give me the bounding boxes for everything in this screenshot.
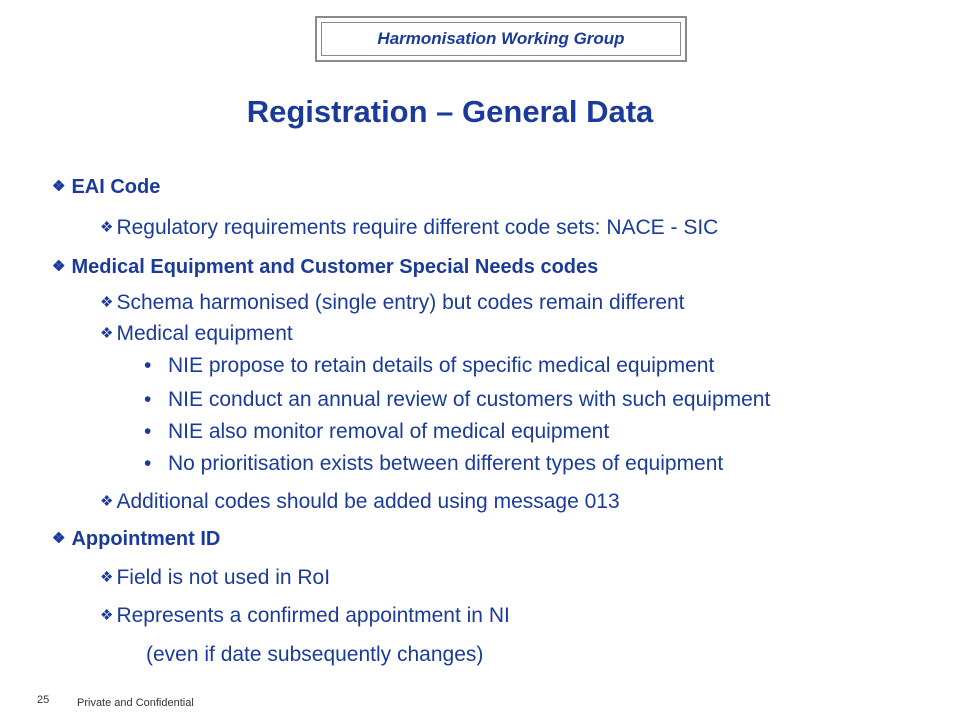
eai-code-text: EAI Code: [71, 176, 161, 198]
header-title: Harmonisation Working Group: [321, 22, 681, 56]
diamond-bullet-icon: ❖: [100, 493, 114, 510]
diamond-bullet-icon: ❖: [100, 325, 114, 342]
appointment-heading-text: Appointment ID: [71, 528, 221, 550]
eai-reg-text: Regulatory requirements require different code sets: NACE - SIC: [116, 216, 719, 239]
bullet-icon: •: [144, 420, 152, 443]
even-if-note: (even if date subsequently changes): [146, 643, 484, 666]
bullet-icon: •: [144, 354, 152, 377]
list-item-represents: [100, 604, 510, 628]
list-item-no-priority: [144, 452, 723, 476]
schema-text: Schema harmonised (single entry) but codes remain different: [116, 291, 685, 314]
header-box: [315, 16, 687, 62]
diamond-bullet-icon: ❖: [52, 258, 66, 275]
represents-text: Represents a confirmed appointment in NI: [116, 604, 510, 627]
list-item-schema: [100, 291, 685, 315]
medical-equipment-text: Medical equipment: [116, 322, 293, 345]
diamond-bullet-icon: ❖: [100, 607, 114, 624]
nie-retain-text: NIE propose to retain details of specific medical equipment: [168, 354, 715, 377]
diamond-bullet-icon: ❖: [100, 569, 114, 586]
nie-monitor-text: NIE also monitor removal of medical equipment: [168, 420, 610, 443]
diamond-bullet-icon: ❖: [100, 219, 114, 236]
bullet-icon: •: [144, 452, 152, 475]
slide-title: Registration – General Data: [246, 94, 654, 129]
diamond-bullet-icon: ❖: [52, 178, 66, 195]
field-not-used-text: Field is not used in RoI: [116, 566, 331, 589]
list-item-eai-code: [52, 176, 160, 199]
no-priority-text: No prioritisation exists between different types of equipment: [168, 452, 724, 475]
diamond-bullet-icon: ❖: [100, 294, 114, 311]
confidential-label: Private and Confidential: [77, 697, 194, 709]
medical-heading-text: Medical Equipment and Customer Special Needs codes: [71, 256, 599, 278]
additional-codes-text: Additional codes should be added using message 013: [116, 490, 620, 513]
list-item-additional-codes: [100, 490, 620, 514]
list-item-medical-heading: [52, 256, 598, 279]
list-item-nie-review: [144, 388, 770, 412]
list-item-medical-equipment: [100, 322, 293, 346]
list-item-nie-monitor: [144, 420, 609, 444]
list-item-field-not-used: [100, 566, 330, 590]
page-number: 25: [37, 694, 50, 706]
list-item-eai-reg: [100, 216, 718, 240]
list-item-appointment-heading: [52, 528, 220, 551]
list-item-nie-retain: [144, 354, 714, 378]
diamond-bullet-icon: ❖: [52, 530, 66, 547]
bullet-icon: •: [144, 388, 152, 411]
nie-review-text: NIE conduct an annual review of customers with such equipment: [168, 388, 771, 411]
